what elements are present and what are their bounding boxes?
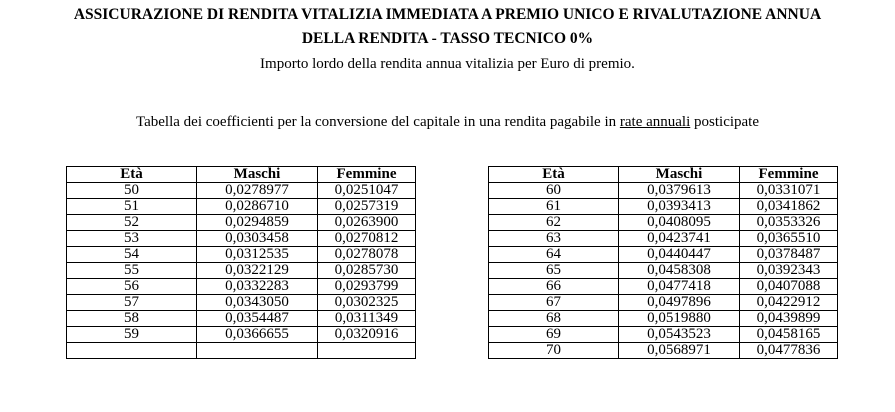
age-cell: 52 [67,215,197,231]
age-cell: 55 [67,263,197,279]
age-cell: 62 [489,215,619,231]
female-coefficient-cell: 0,0320916 [318,327,416,343]
table-row [489,183,838,199]
male-coefficient-cell: 0,0393413 [619,199,740,215]
male-coefficient-cell: 0,0303458 [197,231,318,247]
table-row [489,279,838,295]
female-coefficient-cell [318,343,416,359]
table-row [67,231,416,247]
table-header-row [489,167,838,183]
age-cell: 68 [489,311,619,327]
header-male: Maschi [197,167,318,183]
female-coefficient-cell: 0,0439899 [740,311,838,327]
age-cell [67,343,197,359]
male-coefficient-cell: 0,0354487 [197,311,318,327]
table-row [67,311,416,327]
table-row [489,199,838,215]
header-age: Età [67,167,197,183]
male-coefficient-cell: 0,0332283 [197,279,318,295]
female-coefficient-cell: 0,0311349 [318,311,416,327]
age-cell: 63 [489,231,619,247]
female-coefficient-cell: 0,0392343 [740,263,838,279]
title-line-1: ASSICURAZIONE DI RENDITA VITALIZIA IMMEDIATA A PREMIO UNICO E RIVALUTAZIONE ANNUA [73,6,822,23]
age-cell: 50 [67,183,197,199]
male-coefficient-cell [197,343,318,359]
age-cell: 64 [489,247,619,263]
age-cell: 54 [67,247,197,263]
female-coefficient-cell: 0,0477836 [740,343,838,359]
header-male: Maschi [619,167,740,183]
female-coefficient-cell: 0,0341862 [740,199,838,215]
table-intro-underlined: rate annuali [619,114,691,130]
male-coefficient-cell: 0,0497896 [619,295,740,311]
female-coefficient-cell: 0,0270812 [318,231,416,247]
male-coefficient-cell: 0,0322129 [197,263,318,279]
male-coefficient-cell: 0,0458308 [619,263,740,279]
coefficient-table-left [66,166,416,359]
male-coefficient-cell: 0,0408095 [619,215,740,231]
age-cell: 66 [489,279,619,295]
female-coefficient-cell: 0,0422912 [740,295,838,311]
male-coefficient-cell: 0,0278977 [197,183,318,199]
header-female: Femmine [318,167,416,183]
age-cell: 51 [67,199,197,215]
female-coefficient-cell: 0,0353326 [740,215,838,231]
female-coefficient-cell: 0,0257319 [318,199,416,215]
male-coefficient-cell: 0,0312535 [197,247,318,263]
age-cell: 67 [489,295,619,311]
age-cell: 65 [489,263,619,279]
table-row [489,311,838,327]
header-age: Età [489,167,619,183]
female-coefficient-cell: 0,0458165 [740,327,838,343]
female-coefficient-cell: 0,0293799 [318,279,416,295]
age-cell: 70 [489,343,619,359]
female-coefficient-cell: 0,0251047 [318,183,416,199]
female-coefficient-cell: 0,0302325 [318,295,416,311]
male-coefficient-cell: 0,0519880 [619,311,740,327]
table-row [67,183,416,199]
male-coefficient-cell: 0,0366655 [197,327,318,343]
age-cell: 53 [67,231,197,247]
table-row [489,247,838,263]
male-coefficient-cell: 0,0343050 [197,295,318,311]
male-coefficient-cell: 0,0440447 [619,247,740,263]
age-cell: 56 [67,279,197,295]
table-row [67,215,416,231]
table-row [489,343,838,359]
table-row [489,231,838,247]
table-intro [0,114,895,131]
male-coefficient-cell: 0,0286710 [197,199,318,215]
female-coefficient-cell: 0,0378487 [740,247,838,263]
female-coefficient-cell: 0,0331071 [740,183,838,199]
table-row [67,247,416,263]
age-cell: 69 [489,327,619,343]
age-cell: 58 [67,311,197,327]
header-female: Femmine [740,167,838,183]
table-row [67,199,416,215]
table-row [489,215,838,231]
table-row [67,279,416,295]
age-cell: 57 [67,295,197,311]
female-coefficient-cell: 0,0285730 [318,263,416,279]
table-row [67,327,416,343]
female-coefficient-cell: 0,0278078 [318,247,416,263]
male-coefficient-cell: 0,0423741 [619,231,740,247]
age-cell: 59 [67,327,197,343]
female-coefficient-cell: 0,0407088 [740,279,838,295]
table-intro-text: Tabella dei coefficienti per la conversione del capitale in una rendita pagabile in [136,114,620,130]
table-row [489,295,838,311]
coefficient-table-right [488,166,838,359]
table-row [489,327,838,343]
table-header-row [67,167,416,183]
table-row [67,295,416,311]
table-row [67,263,416,279]
age-cell: 61 [489,199,619,215]
subtitle: Importo lordo della rendita annua vitalizia per Euro di premio. [260,56,635,72]
female-coefficient-cell: 0,0263900 [318,215,416,231]
table-row [489,263,838,279]
female-coefficient-cell: 0,0365510 [740,231,838,247]
male-coefficient-cell: 0,0294859 [197,215,318,231]
table-intro-end: posticipate [690,114,759,130]
male-coefficient-cell: 0,0568971 [619,343,740,359]
age-cell: 60 [489,183,619,199]
male-coefficient-cell: 0,0379613 [619,183,740,199]
male-coefficient-cell: 0,0543523 [619,327,740,343]
male-coefficient-cell: 0,0477418 [619,279,740,295]
table-row [67,343,416,359]
title-line-2: DELLA RENDITA - TASSO TECNICO 0% [301,30,594,47]
